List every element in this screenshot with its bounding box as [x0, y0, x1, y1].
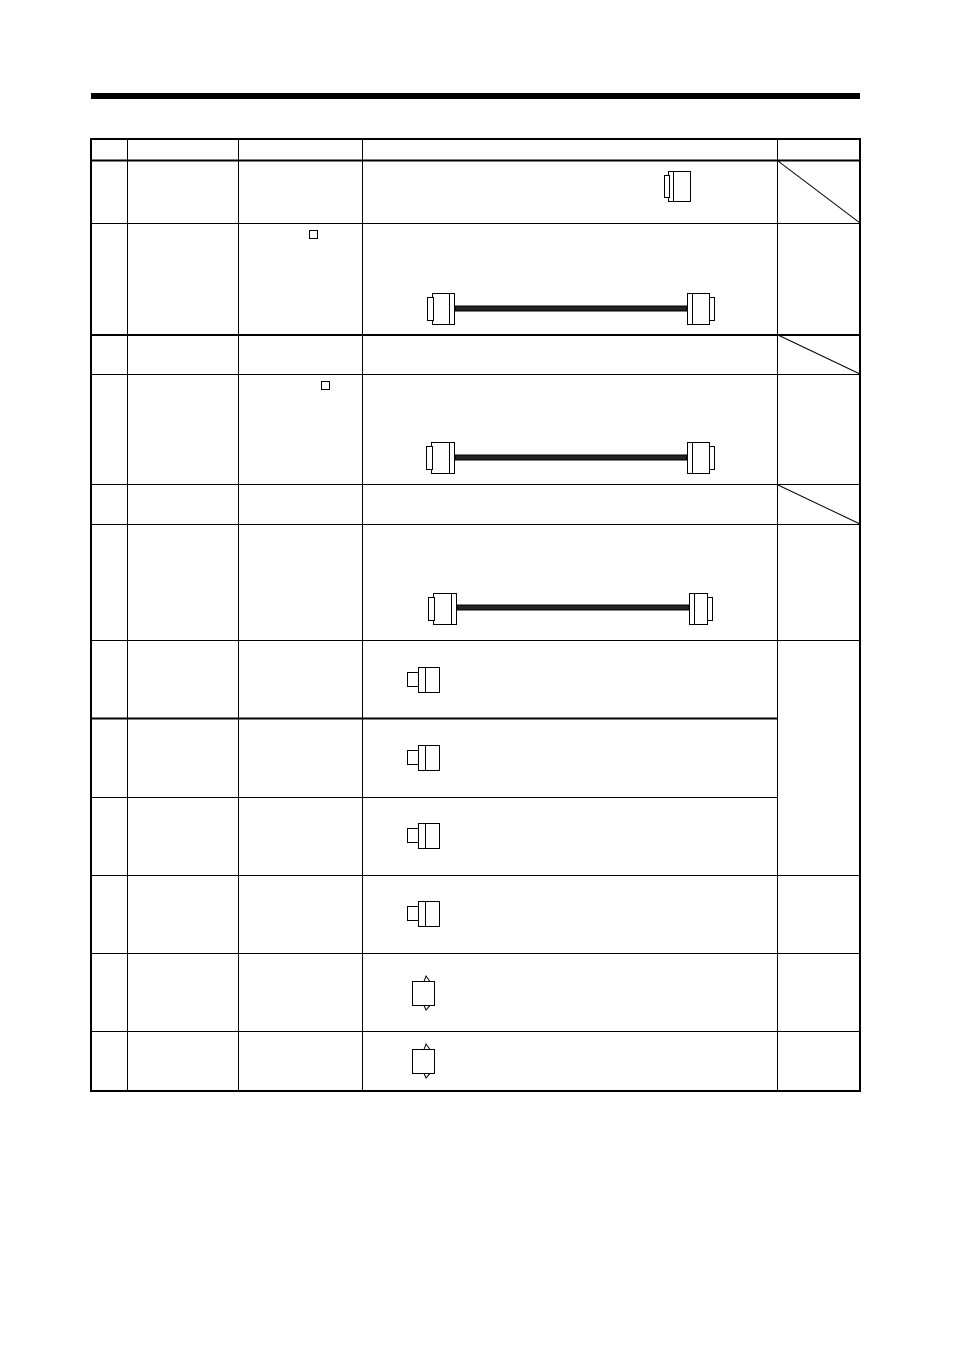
not-applicable-slash — [778, 485, 860, 524]
plug-connector-icon — [408, 746, 440, 771]
plug-connector-icon — [408, 902, 440, 927]
model-suffix-box — [322, 382, 330, 390]
connector-icon — [665, 172, 691, 202]
table-frame — [91, 139, 860, 1091]
plug-connector-icon — [408, 668, 440, 693]
cable-assembly-icon — [428, 294, 715, 325]
model-suffix-box — [310, 231, 318, 239]
not-applicable-slash — [778, 335, 860, 374]
not-applicable-slash — [778, 161, 860, 223]
terminal-connector-icon — [413, 976, 435, 1010]
cable-assembly-icon — [429, 594, 713, 625]
plug-connector-icon — [408, 824, 440, 849]
cable-assembly-icon — [427, 443, 715, 474]
terminal-connector-icon — [413, 1044, 435, 1078]
